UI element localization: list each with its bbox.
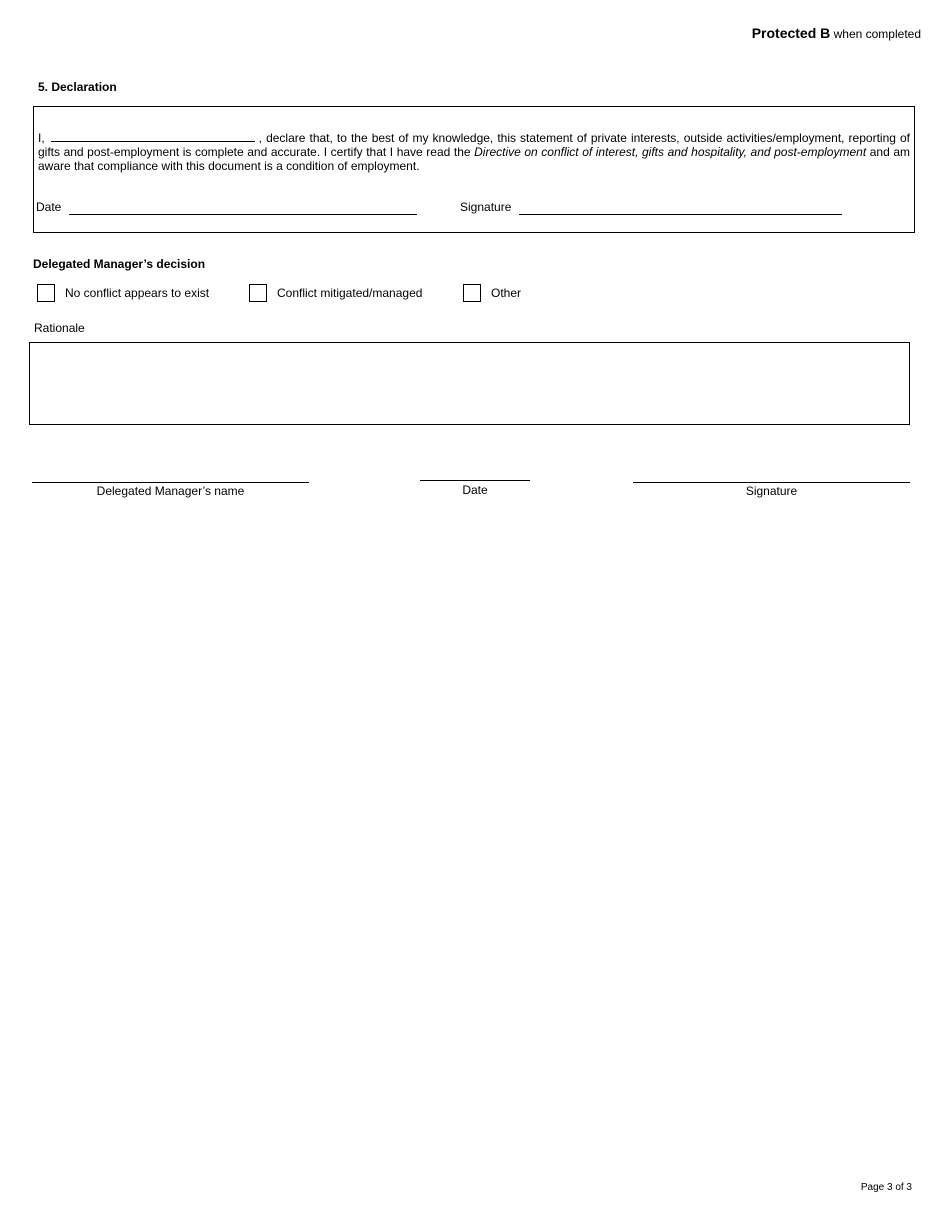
signoff-date-label: Date: [462, 483, 488, 497]
other-checkbox[interactable]: [463, 284, 481, 302]
no-conflict-checkbox[interactable]: [37, 284, 55, 302]
rationale-label: Rationale: [34, 321, 85, 335]
signoff-signature-label: Signature: [745, 484, 798, 498]
declaration-prefix: I,: [38, 131, 45, 145]
signoff-signature-field[interactable]: [633, 482, 910, 483]
declaration-tail: and am aware that compliance with this document is a condition of employment.: [38, 145, 911, 173]
declaration-date-field[interactable]: [69, 214, 417, 215]
declaration-date-label: Date: [36, 200, 62, 214]
declaration-body: , declare that, to the best of my knowledge, this statement of private interests, outside activities/employment, reporting of gifts and post-employment is complete and accurate. I certify that I have read the: [38, 131, 910, 159]
signoff-date-field[interactable]: [420, 480, 530, 481]
declaration-text: [38, 129, 910, 173]
page-number: Page 3 of 3: [860, 1182, 912, 1193]
conflict-mitigated-label: Conflict mitigated/managed: [277, 286, 423, 300]
rationale-textarea[interactable]: [29, 342, 910, 425]
manager-name-field[interactable]: [32, 482, 309, 483]
declarant-name-field[interactable]: [51, 129, 255, 142]
directive-title: Directive on conflict of interest, gifts and hospitality, and post-employment: [474, 145, 867, 159]
when-completed-label: when completed: [833, 27, 921, 41]
protected-b-notice: [752, 25, 921, 41]
section-title-declaration: 5. Declaration: [38, 80, 117, 94]
decision-title: Delegated Manager’s decision: [33, 257, 206, 271]
other-label: Other: [491, 286, 522, 300]
declaration-signature-field[interactable]: [519, 214, 842, 215]
declaration-signature-label: Signature: [460, 200, 512, 214]
manager-name-label: Delegated Manager’s name: [96, 484, 245, 498]
protected-b-label: Protected B: [751, 25, 831, 41]
conflict-mitigated-checkbox[interactable]: [249, 284, 267, 302]
no-conflict-label: No conflict appears to exist: [65, 286, 210, 300]
